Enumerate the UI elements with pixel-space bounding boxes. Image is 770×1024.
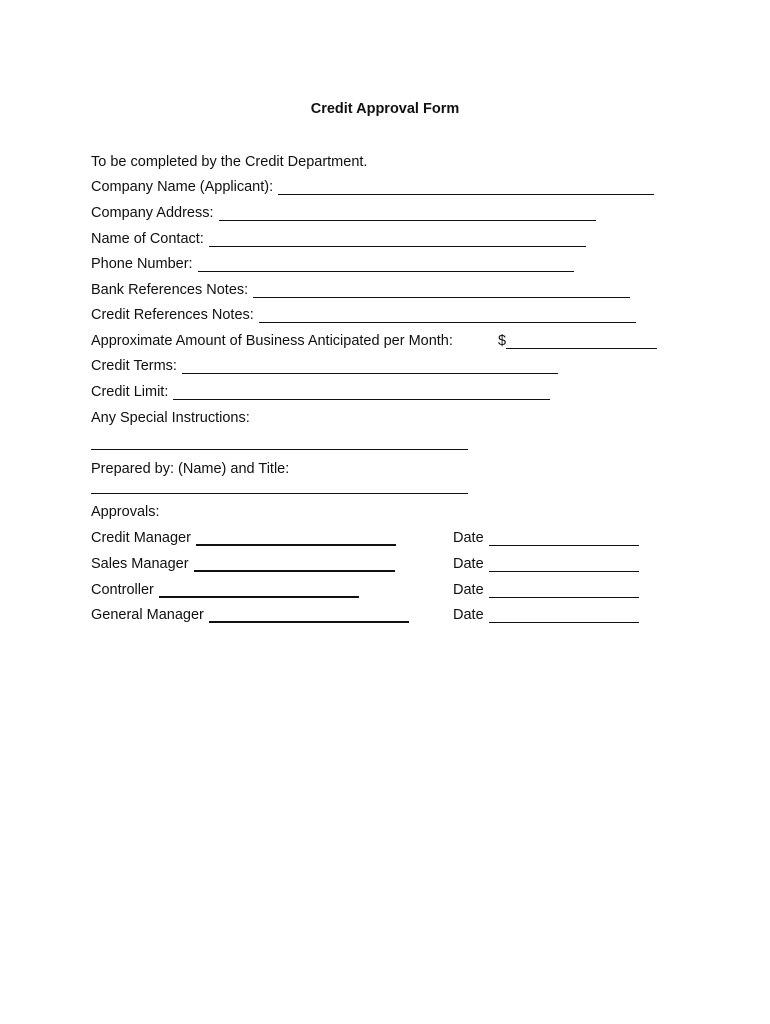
credit-refs-label: Credit References Notes: bbox=[91, 307, 254, 323]
controller-row bbox=[91, 580, 359, 598]
credit-terms-row bbox=[91, 356, 558, 374]
general-manager-signature[interactable] bbox=[209, 607, 409, 623]
company-name-row bbox=[91, 177, 654, 195]
prepared-by-row bbox=[91, 459, 289, 477]
special-instructions-row bbox=[91, 408, 250, 426]
controller-label: Controller bbox=[91, 582, 154, 598]
contact-field[interactable] bbox=[209, 232, 586, 247]
credit-manager-label: Credit Manager bbox=[91, 530, 191, 546]
dollar-sign: $ bbox=[498, 333, 507, 349]
company-name-field[interactable] bbox=[278, 180, 654, 195]
credit-limit-row bbox=[91, 382, 550, 400]
date-label: Date bbox=[453, 582, 484, 598]
special-instructions-field[interactable] bbox=[91, 449, 468, 450]
credit-terms-field[interactable] bbox=[182, 359, 558, 374]
intro-label: To be completed by the Credit Department. bbox=[91, 154, 368, 170]
sales-manager-date-row bbox=[453, 554, 639, 572]
date-label: Date bbox=[453, 530, 484, 546]
bank-refs-label: Bank References Notes: bbox=[91, 282, 249, 298]
general-manager-label: General Manager bbox=[91, 607, 204, 623]
phone-field[interactable] bbox=[198, 257, 574, 272]
credit-limit-field[interactable] bbox=[173, 385, 550, 400]
credit-manager-date-field[interactable] bbox=[489, 531, 639, 546]
date-label: Date bbox=[453, 607, 484, 623]
credit-manager-signature[interactable] bbox=[196, 530, 396, 546]
credit-manager-date-row bbox=[453, 528, 639, 546]
sales-manager-row bbox=[91, 554, 395, 572]
contact-row bbox=[91, 229, 586, 247]
form-title: Credit Approval Form bbox=[310, 101, 460, 117]
special-instructions-label: Any Special Instructions: bbox=[91, 410, 250, 426]
approx-amount-label: Approximate Amount of Business Anticipated per Month: bbox=[91, 333, 453, 349]
controller-date-field[interactable] bbox=[489, 583, 639, 598]
sales-manager-date-field[interactable] bbox=[489, 557, 639, 572]
company-address-row bbox=[91, 203, 596, 221]
phone-row bbox=[91, 254, 574, 272]
intro-text bbox=[91, 152, 367, 170]
approvals-label: Approvals: bbox=[91, 504, 160, 520]
credit-limit-label: Credit Limit: bbox=[91, 384, 169, 400]
prepared-by-label: Prepared by: (Name) and Title: bbox=[91, 461, 290, 477]
credit-refs-field[interactable] bbox=[259, 308, 636, 323]
credit-refs-row bbox=[91, 305, 636, 323]
sales-manager-signature[interactable] bbox=[194, 556, 395, 572]
sales-manager-label: Sales Manager bbox=[91, 556, 189, 572]
date-label: Date bbox=[453, 556, 484, 572]
bank-refs-row bbox=[91, 280, 630, 298]
approvals-heading bbox=[91, 502, 160, 520]
approx-amount-value bbox=[498, 331, 657, 349]
general-manager-date-row bbox=[453, 605, 639, 623]
company-name-label: Company Name (Applicant): bbox=[91, 179, 274, 195]
credit-manager-row bbox=[91, 528, 396, 546]
general-manager-row bbox=[91, 605, 409, 623]
controller-signature[interactable] bbox=[159, 582, 359, 598]
prepared-by-field[interactable] bbox=[91, 493, 468, 494]
phone-label: Phone Number: bbox=[91, 256, 193, 272]
company-address-field[interactable] bbox=[219, 206, 596, 221]
bank-refs-field[interactable] bbox=[253, 283, 630, 298]
controller-date-row bbox=[453, 580, 639, 598]
general-manager-date-field[interactable] bbox=[489, 608, 639, 623]
credit-terms-label: Credit Terms: bbox=[91, 358, 177, 374]
approx-amount-field[interactable] bbox=[506, 334, 657, 349]
company-address-label: Company Address: bbox=[91, 205, 214, 221]
approx-amount-row bbox=[91, 331, 453, 349]
contact-label: Name of Contact: bbox=[91, 231, 204, 247]
